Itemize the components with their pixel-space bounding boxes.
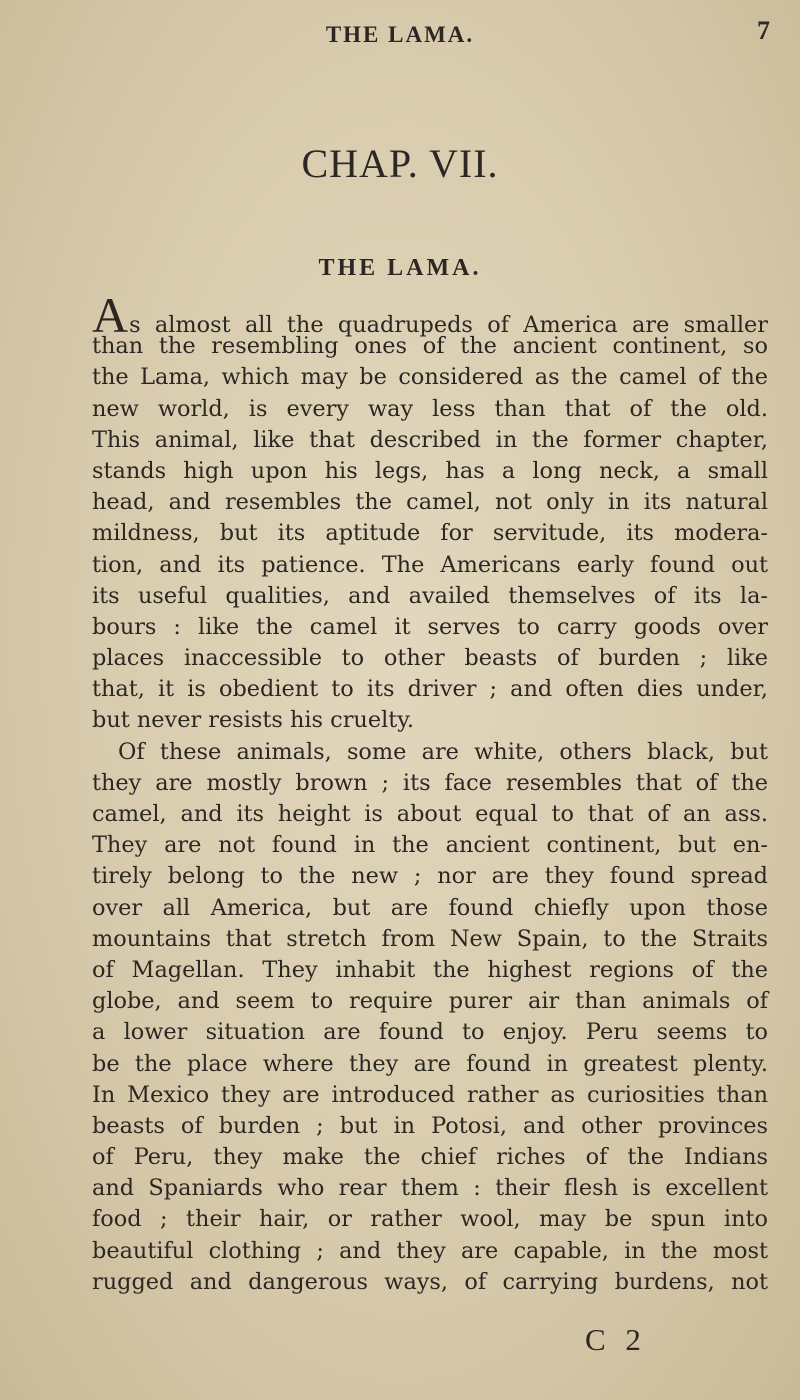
text-line-content: s almost all the quadrupeds of America are smaller — [129, 312, 768, 338]
text-line: beautiful clothing ; and they are capable, in the most — [92, 1237, 768, 1264]
text-line: but never resists his cruelty. — [92, 707, 415, 734]
text-line: tirely belong to the new ; nor are they found spread — [92, 863, 768, 890]
text-line: new world, is every way less than that of the old. — [92, 395, 768, 422]
text-line: stands high upon his legs, has a long neck, a small — [92, 457, 768, 484]
text-line: than the resembling ones of the ancient continent, so — [92, 333, 768, 360]
text-line: camel, and its height is about equal to that of an ass. — [92, 801, 768, 827]
chapter-heading: CHAP. VII. — [301, 141, 499, 186]
text-line: be the place where they are found in greatest plenty. — [92, 1050, 768, 1077]
text-line: In Mexico they are introduced rather as curiosities than — [92, 1081, 768, 1108]
text-line: of Magellan. They inhabit the highest regions of the — [92, 956, 768, 983]
body-text — [92, 287, 768, 1298]
text-line: a lower situation are found to enjoy. Peru seems to — [92, 1019, 768, 1046]
signature-mark: C 2 — [585, 1322, 647, 1357]
text-line: mildness, but its aptitude for servitude, its modera- — [92, 520, 768, 547]
text-line: and Spaniards who rear them : their flesh is excellent — [92, 1175, 768, 1202]
text-line: food ; their hair, or rather wool, may be spun into — [92, 1206, 768, 1233]
text-line: This animal, like that described in the former chapter, — [92, 426, 768, 453]
text-line: rugged and dangerous ways, of carrying burdens, not — [92, 1268, 768, 1295]
text-line: head, and resembles the camel, not only in its natural — [92, 489, 768, 516]
text-line: mountains that stretch from New Spain, to the Straits — [92, 925, 768, 952]
text-line: Of these animals, some are white, others black, but — [118, 738, 768, 765]
text-line: they are mostly brown ; its face resembles that of the — [92, 769, 768, 796]
chapter-title: THE LAMA. — [318, 255, 482, 281]
text-line: that, it is obedient to its driver ; and often dies under, — [92, 676, 768, 703]
text-line: over all America, but are found chiefly upon those — [92, 894, 768, 921]
text-line: places inaccessible to other beasts of burden ; like — [92, 645, 768, 672]
text-line: of Peru, they make the chief riches of the Indians — [92, 1144, 768, 1171]
drop-cap: A — [92, 287, 129, 343]
running-head: THE LAMA. — [325, 22, 475, 47]
text-line: globe, and seem to require purer air than animals of — [92, 988, 768, 1015]
text-line: beasts of burden ; but in Potosi, and other provinces — [92, 1112, 768, 1139]
text-line: the Lama, which may be considered as the camel of the — [92, 364, 768, 391]
text-line: They are not found in the ancient continent, but en- — [92, 832, 768, 859]
text-line: its useful qualities, and availed themselves of its la- — [92, 582, 768, 609]
page-number: 7 — [757, 16, 770, 45]
text-line: tion, and its patience. The Americans early found out — [92, 551, 768, 578]
text-line: bours : like the camel it serves to carry goods over — [92, 613, 768, 640]
text-line — [92, 287, 768, 343]
